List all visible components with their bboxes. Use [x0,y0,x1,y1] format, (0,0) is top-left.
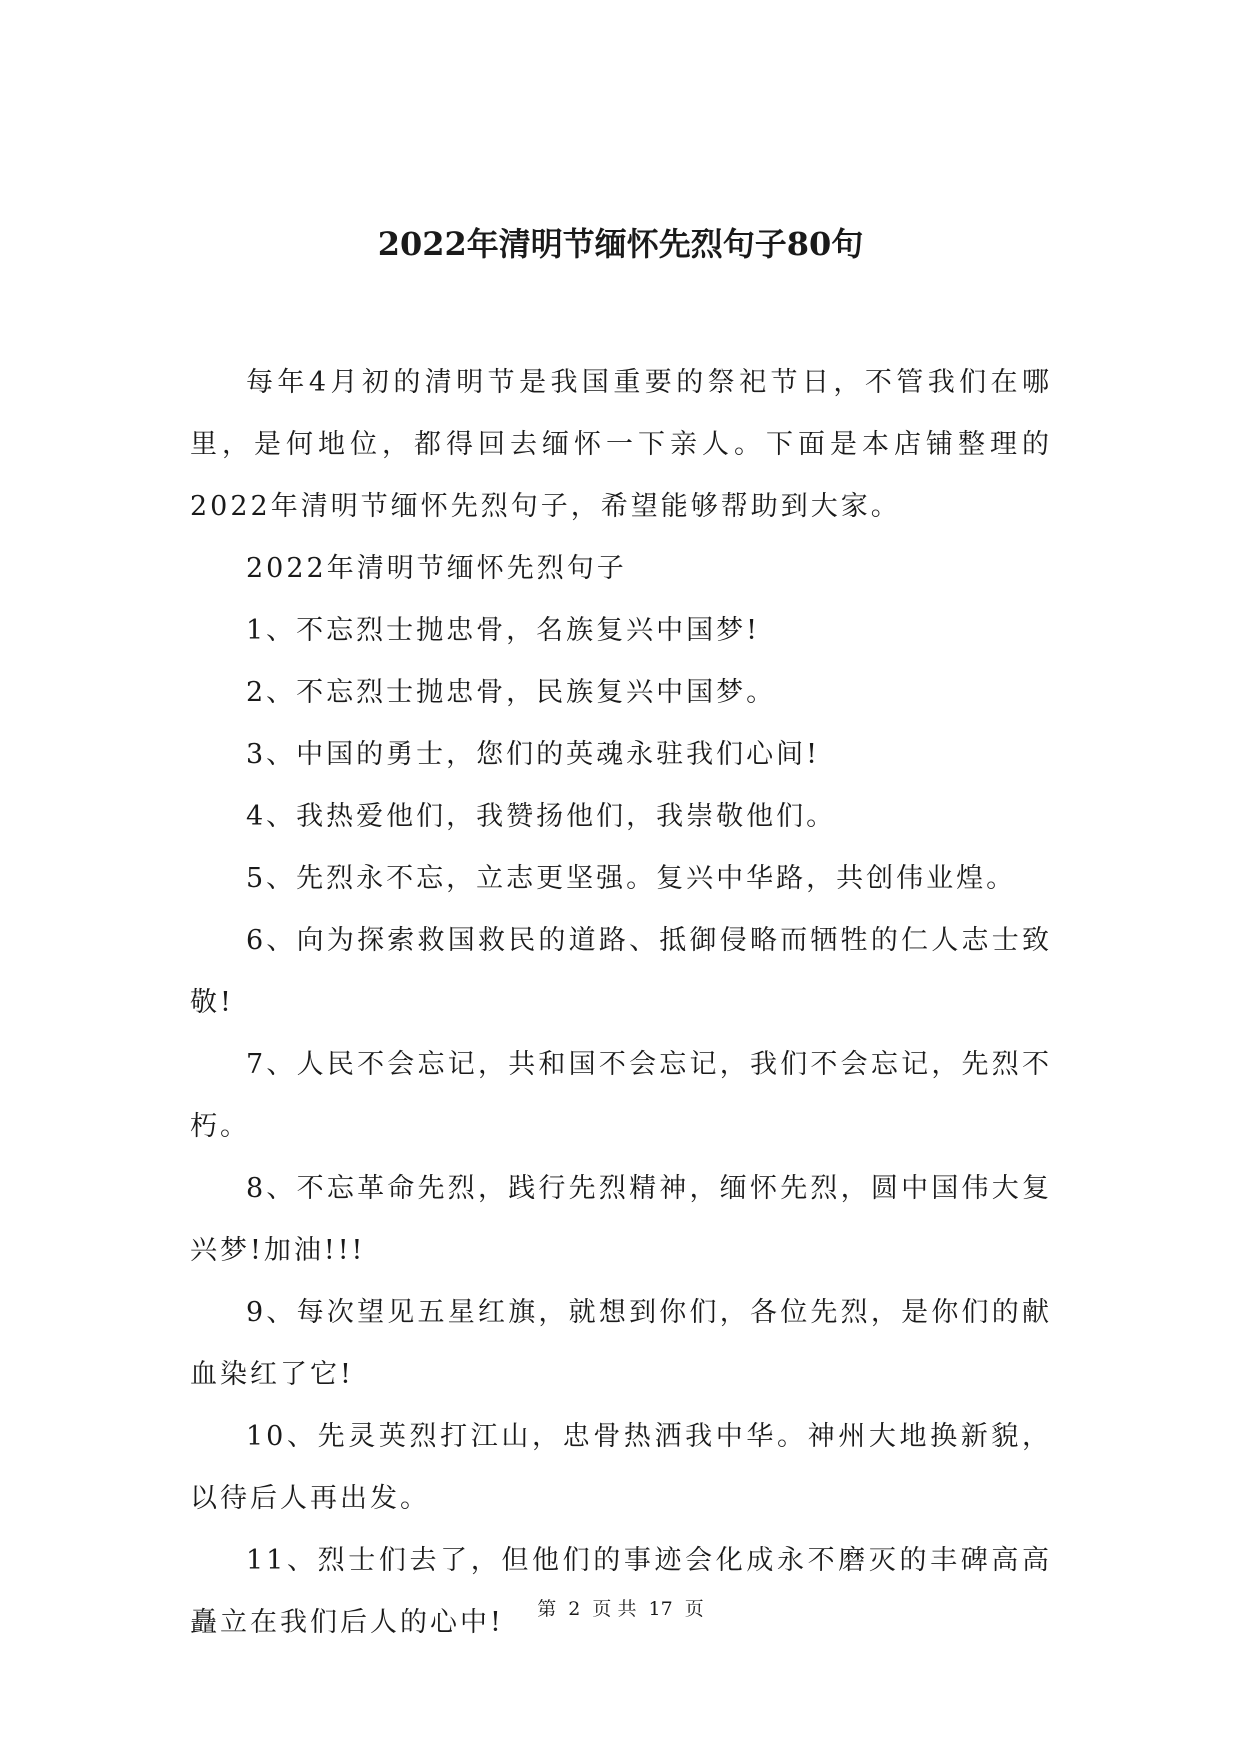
list-item: 1、不忘烈士抛忠骨，名族复兴中国梦! [246,615,761,646]
list-item: 9、每次望见五星红旗，就想到你们，各位先烈，是你们的献血染红了它! [190,1297,1052,1390]
page-footer [0,1596,1241,1622]
footer-current-page: 2 [568,1598,581,1620]
footer-total-pages: 17 [648,1598,673,1620]
footer-prefix: 第 [537,1598,557,1620]
list-item: 4、我热爱他们，我赞扬他们，我崇敬他们。 [246,801,837,832]
list-item: 3、中国的勇士，您们的英魂永驻我们心间! [246,739,821,770]
list-item: 7、人民不会忘记，共和国不会忘记，我们不会忘记，先烈不朽。 [190,1049,1052,1142]
document-body [190,352,1052,1654]
list-item: 11、烈士们去了，但他们的事迹会化成永不磨灭的丰碑高高矗立在我们后人的心中! [190,1545,1052,1638]
section-heading: 2022年清明节缅怀先烈句子 [246,553,627,584]
document-title: 2022年清明节缅怀先烈句子80句 [377,225,864,263]
list-item: 5、先烈永不忘，立志更坚强。复兴中华路，共创伟业煌。 [246,863,1017,894]
list-item: 8、不忘革命先烈，践行先烈精神，缅怀先烈，圆中国伟大复兴梦!加油!!! [190,1173,1052,1266]
intro-paragraph: 每年4月初的清明节是我国重要的祭祀节日，不管我们在哪里，是何地位，都得回去缅怀一下亲人。下面是本店铺整理的2022年清明节缅怀先烈句子，希望能够帮助到大家。 [190,367,1052,522]
list-item: 10、先灵英烈打江山，忠骨热洒我中华。神州大地换新貌，以待后人再出发。 [190,1421,1052,1514]
footer-suffix: 页 [684,1598,704,1620]
list-item: 2、不忘烈士抛忠骨，民族复兴中国梦。 [246,677,777,708]
footer-middle: 页 共 [592,1598,637,1620]
list-item: 6、向为探索救国救民的道路、抵御侵略而牺牲的仁人志士致敬! [190,925,1052,1018]
